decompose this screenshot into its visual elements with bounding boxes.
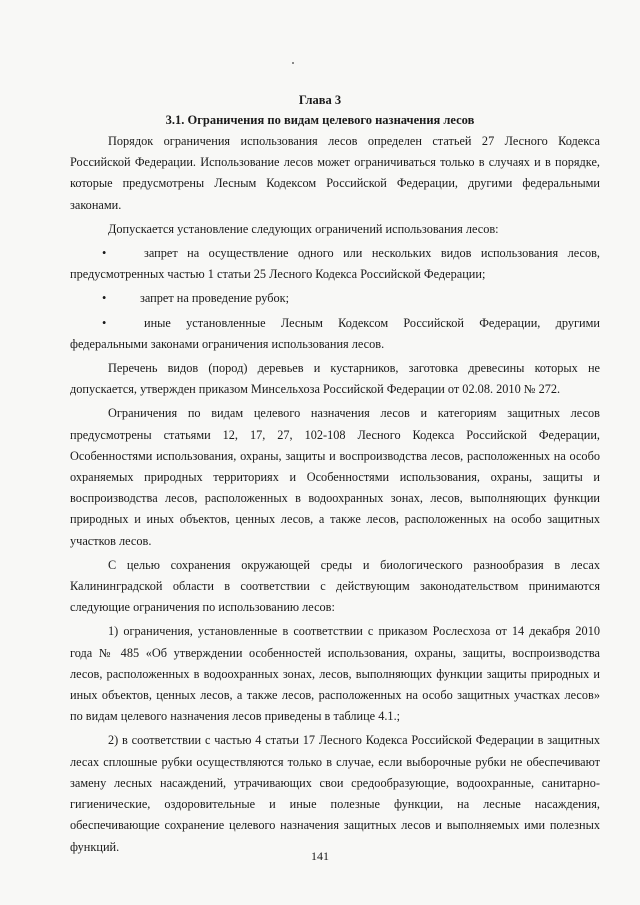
chapter-title: Глава 3 (298, 93, 342, 107)
paragraph: 2) в соответствии с частью 4 статьи 17 Лесного Кодекса Российской Федерации в защитных лесах сплошные рубки осуществляются только в случае, если выборочные рубки не обеспечивают замену лесных насаждений, утрачивающих свои средообразующие, водоохранные, санитарно-гигиенические, оздоровительные и иные полезные функции, на лесные насаждения, обеспечивающие сохранение целевого назначения защитных лесов и выполняемых ими полезных функций. (70, 733, 600, 854)
bullet-marker: • (102, 291, 107, 306)
bullet-item (70, 243, 600, 285)
bullet-marker: • (102, 246, 107, 261)
paragraph: Перечень видов (пород) деревьев и кустарников, заготовка древесины которых не допускается, утвержден приказом Минсельхоза Российской Федерации от 02.08. 2010 № 272. (70, 361, 600, 397)
paragraph: Допускается установление следующих ограничений использования лесов: (108, 221, 499, 236)
bullet-text: запрет на проведение рубок; (140, 291, 289, 306)
document-body (70, 131, 600, 861)
bullet-text: иные установленные Лесным Кодексом Российской Федерации, другими федеральными законами ограничения использования лесов. (70, 315, 600, 351)
bullet-item (70, 288, 600, 309)
bullet-item (70, 313, 600, 355)
page-number: 141 (311, 849, 329, 863)
section-title: 3.1. Ограничения по видам целевого назначения лесов (165, 113, 475, 127)
paragraph: 1) ограничения, установленные в соответствии с приказом Рослесхоза от 14 декабря 2010 года № 485 «Об утверждении особенностей использования, охраны, защиты, воспроизводства лесов, расположенных в водоохранных зонах, лесов, выполняющих функции защиты природных и иных объектов, ценных лесов, а также лесов, расположенных на особо защитных участках лесов» по видам целевого назначения лесов приведены в таблице 4.1.; (70, 624, 600, 724)
bullet-marker: • (102, 315, 107, 330)
bullet-text: запрет на осуществление одного или нескольких видов использования лесов, предусмотренных частью 1 статьи 25 Лесного Кодекса Российской Федерации; (70, 246, 600, 282)
scan-speck (292, 62, 294, 64)
paragraph: С целью сохранения окружающей среды и биологического разнообразия в лесах Калининградской области в соответствии с действующим законодательством принимаются следующие ограничения по использованию лесов: (70, 557, 600, 615)
paragraph: Ограничения по видам целевого назначения лесов и категориям защитных лесов предусмотрены статьями 12, 17, 27, 102-108 Лесного Кодекса Российской Федерации, Особенностями использования, охраны, защиты и воспроизводства лесов, расположенных на особо охраняемых природных территориях и Особенностями использования, охраны, защиты и воспроизводства лесов, расположенных в водоохранных зонах, лесов, выполняющих функции природных и иных объектов, ценных лесов, а также лесов, расположенных на особо защитных участков лесов. (70, 406, 600, 548)
paragraph: Порядок ограничения использования лесов определен статьей 27 Лесного Кодекса Российской Федерации. Использование лесов может ограничиваться только в случаях и в порядке, которые предусмотрены Лесным Кодексом Российской Федерации, другими федеральными законами. (70, 134, 600, 212)
